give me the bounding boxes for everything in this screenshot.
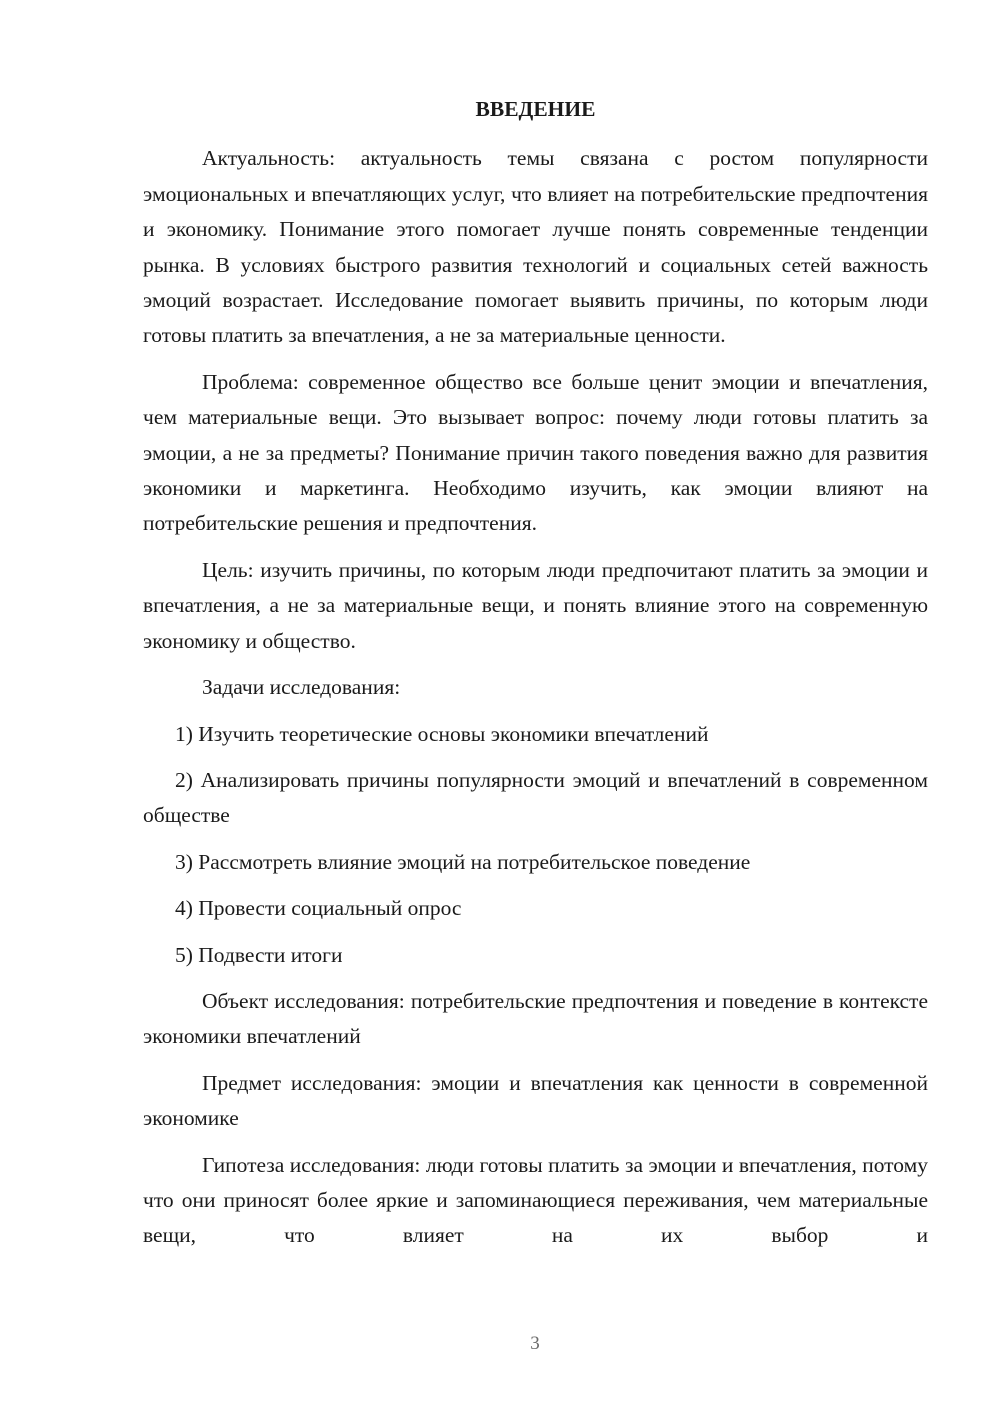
tasks-title: Задачи исследования: bbox=[202, 675, 401, 700]
problem-paragraph: Проблема: современное общество все больше ценит эмоции и впечатления, чем материальные вещи. Это вызывает вопрос: почему люди готовы платить за эмоции, а не за предметы? Понимание причин такого поведения важно для развития экономики и маркетинга. Необходимо изучить, как эмоции влияют на потребительские решения и предпочтения. bbox=[143, 369, 928, 536]
object-paragraph: Объект исследования: потребительские предпочтения и поведение в контексте экономики впечатлений bbox=[143, 988, 928, 1049]
task-item: 4) Провести социальный опрос bbox=[175, 896, 462, 921]
page-content bbox=[143, 92, 928, 1265]
task-item: 3) Рассмотреть влияние эмоций на потребительское поведение bbox=[175, 849, 751, 874]
task-item: 2) Анализировать причины популярности эмоций и впечатлений в современном обществе bbox=[143, 767, 928, 828]
task-item: 5) Подвести итоги bbox=[175, 942, 343, 967]
task-item: 1) Изучить теоретические основы экономики впечатлений bbox=[175, 721, 709, 746]
section-heading: ВВЕДЕНИЕ bbox=[475, 97, 596, 121]
hypothesis-paragraph: Гипотеза исследования: люди готовы платить за эмоции и впечатления, потому что они приносят более яркие и запоминающиеся переживания, чем материальные вещи, что влияет на их выбор и bbox=[143, 1152, 928, 1248]
relevance-paragraph: Актуальность: актуальность темы связана с ростом популярности эмоциональных и впечатляющих услуг, что влияет на потребительские предпочтения и экономику. Понимание этого помогает лучше понять современные тенденции рынка. В условиях быстрого развития технологий и социальных сетей важность эмоций возрастает. Исследование помогает выявить причины, по которым люди готовы платить за впечатления, а не за материальные ценности. bbox=[143, 146, 928, 348]
page-number: 3 bbox=[530, 1333, 540, 1354]
subject-paragraph: Предмет исследования: эмоции и впечатления как ценности в современной экономике bbox=[143, 1070, 928, 1131]
goal-paragraph: Цель: изучить причины, по которым люди предпочитают платить за эмоции и впечатления, а не за материальные вещи, и понять влияние этого на современную экономику и общество. bbox=[143, 557, 928, 653]
